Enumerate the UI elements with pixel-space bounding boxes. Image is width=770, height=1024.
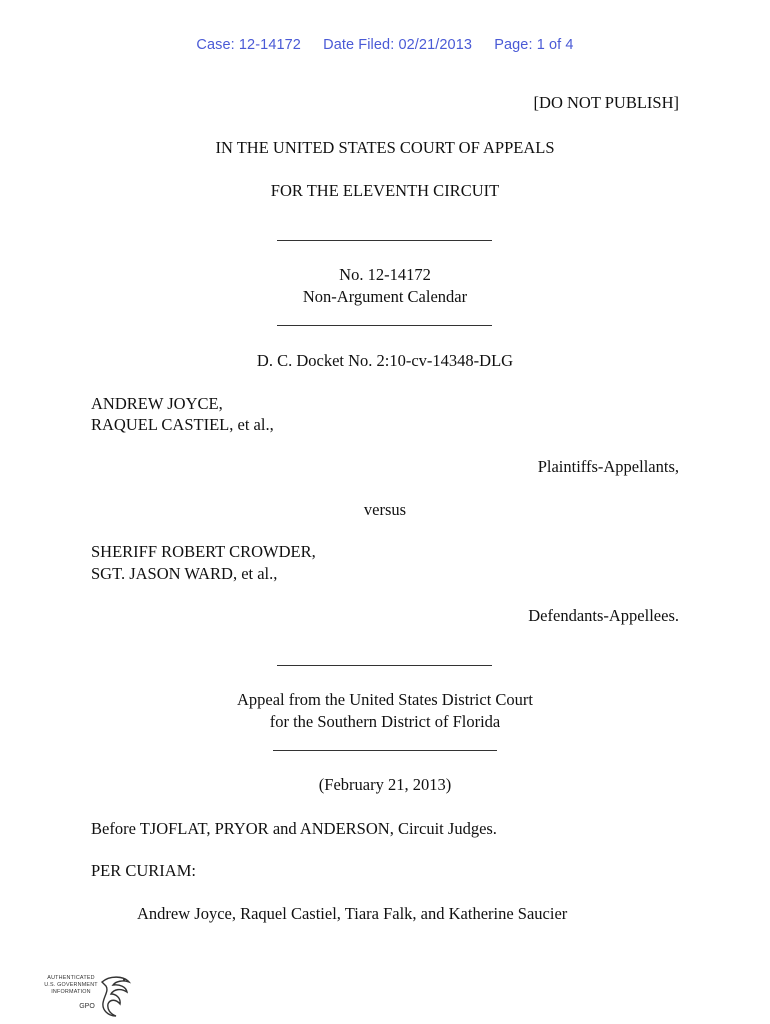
page-count-header: Page: 1 of 4 [494,37,574,53]
panel-judges: Before TJOFLAT, PRYOR and ANDERSON, Circuit Judges. [91,819,497,838]
divider-rule [273,750,497,751]
decision-date: (February 21, 2013) [318,775,452,794]
eagle-icon [96,974,132,1018]
plaintiff-name: RAQUEL CASTIEL, et al., [91,415,274,434]
opinion-text: Andrew Joyce, Raquel Castiel, Tiara Falk, and Katherine Saucier [137,904,568,923]
appeal-origin: Appeal from the United States District Court [236,690,534,709]
defendant-name: SHERIFF ROBERT CROWDER, [91,542,316,561]
circuit-name: FOR THE ELEVENTH CIRCUIT [270,181,500,200]
plaintiff-name: ANDREW JOYCE, [91,394,223,413]
divider-rule [277,325,492,326]
divider-rule [277,240,492,241]
seal-caption: AUTHENTICATED U.S. GOVERNMENT INFORMATION [44,975,98,995]
per-curiam-heading: PER CURIAM: [91,861,196,880]
plaintiff-role: Plaintiffs-Appellants, [537,457,679,476]
calendar-type: Non-Argument Calendar [302,287,468,306]
defendant-name: SGT. JASON WARD, et al., [91,564,278,583]
defendant-role: Defendants-Appellees. [528,606,679,625]
date-filed-header: Date Filed: 02/21/2013 [323,37,473,53]
versus-label: versus [363,500,407,519]
court-name: IN THE UNITED STATES COURT OF APPEALS [215,138,555,157]
case-number: No. 12-14172 [339,265,431,284]
page-header [0,37,770,53]
publish-note: [DO NOT PUBLISH] [533,93,679,112]
docket-number: D. C. Docket No. 2:10-cv-14348-DLG [256,351,514,370]
seal-agency: GPO [79,1003,95,1010]
case-number-header: Case: 12-14172 [196,37,301,53]
divider-rule [277,665,492,666]
appeal-district: for the Southern District of Florida [269,712,501,731]
gpo-authentication-seal [40,972,132,1020]
